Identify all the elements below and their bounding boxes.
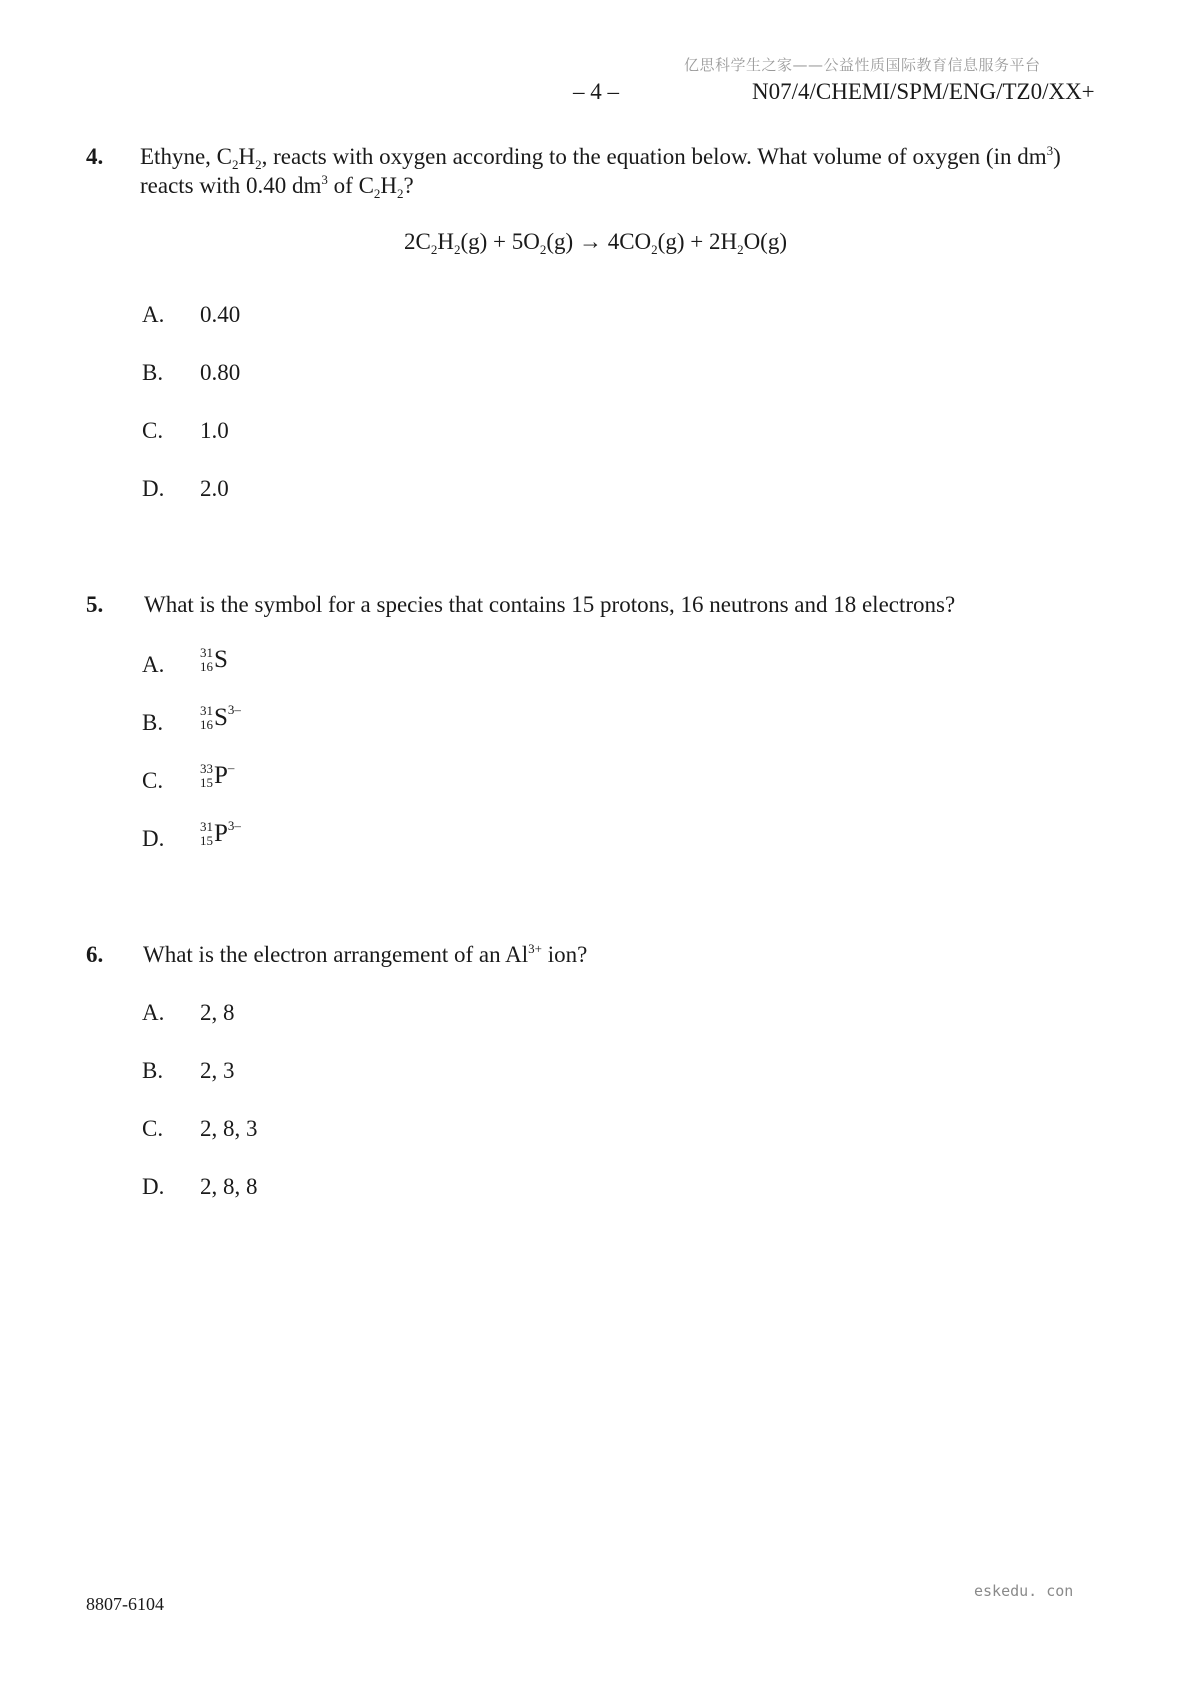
q6-option-c-value: 2, 8, 3: [200, 1116, 258, 1141]
atomic-number: 16: [200, 717, 213, 732]
atomic-number: 15: [200, 775, 213, 790]
footer-code: 8807-6104: [86, 1594, 164, 1614]
q4-option-c-value: 1.0: [200, 418, 229, 443]
mass-number: 31: [200, 645, 213, 660]
q5-option-c-nuclide: [200, 762, 234, 790]
q4-option-c-letter: C.: [142, 418, 164, 443]
question-4-number: 4.: [86, 144, 104, 169]
q4-option-b-letter: B.: [142, 360, 164, 385]
question-6-number: 6.: [86, 942, 104, 967]
q5-option-b-letter: B.: [142, 710, 164, 735]
footer-watermark: eskedu. con: [974, 1582, 1074, 1600]
q6-option-d-letter: D.: [142, 1174, 165, 1199]
q6-option-b-letter: B.: [142, 1058, 164, 1083]
q6-option-d-value: 2, 8, 8: [200, 1174, 258, 1199]
q4-option-a-value: 0.40: [200, 302, 241, 327]
question-5-number: 5.: [86, 592, 104, 617]
mass-number: 33: [200, 761, 213, 776]
q5-option-d-nuclide: [200, 820, 241, 848]
combustion-equation: $2C_2H_2(g) + 5O_2(g) \to 4CO_2(g) + 2H_2O(g)$: [404, 229, 787, 257]
mass-number: 31: [200, 819, 213, 834]
element-symbol: P: [214, 762, 228, 789]
question-4-line-2: reacts with 0.40 $dm^3$ of $C_2H_2$?: [140, 172, 414, 201]
q4-option-a-letter: A.: [142, 302, 165, 327]
page-number: – 4 –: [573, 79, 619, 104]
q5-option-d-letter: D.: [142, 826, 165, 851]
q6-option-c-letter: C.: [142, 1116, 164, 1141]
q5-option-a-letter: A.: [142, 652, 165, 677]
q6-option-b-value: 2, 3: [200, 1058, 235, 1083]
question-4-text: [140, 142, 1120, 200]
question-6-text: What is the electron arrangement of an $Al^{3+}$ ion?: [143, 941, 588, 967]
ion-charge: –: [227, 760, 235, 775]
q4-option-d-value: 2.0: [200, 476, 229, 501]
q6-option-a-letter: A.: [142, 1000, 165, 1025]
q4-option-d-letter: D.: [142, 476, 165, 501]
q6-option-a-value: 2, 8: [200, 1000, 235, 1025]
atomic-number: 16: [200, 659, 213, 674]
question-4-line-1: Ethyne, $C_2H_2$, reacts with oxygen according to the equation below. What volume of oxygen (in $dm^3$): [140, 143, 1061, 172]
mass-number: 31: [200, 703, 213, 718]
q4-option-b-value: 0.80: [200, 360, 241, 385]
q5-option-b-nuclide: [200, 704, 241, 732]
header-watermark: 亿思科学生之家——公益性质国际教育信息服务平台: [684, 56, 1041, 74]
q5-option-c-letter: C.: [142, 768, 164, 793]
atomic-number: 15: [200, 833, 213, 848]
element-symbol: P: [214, 820, 228, 847]
ion-charge: 3–: [227, 702, 241, 717]
q5-option-a-nuclide: [200, 646, 228, 674]
element-symbol: S: [214, 646, 228, 673]
question-5-text: What is the symbol for a species that contains 15 protons, 16 neutrons and 18 electrons?: [144, 592, 956, 617]
ion-charge: 3–: [227, 818, 241, 833]
paper-code: N07/4/CHEMI/SPM/ENG/TZ0/XX+: [752, 79, 1095, 104]
element-symbol: S: [214, 704, 228, 731]
